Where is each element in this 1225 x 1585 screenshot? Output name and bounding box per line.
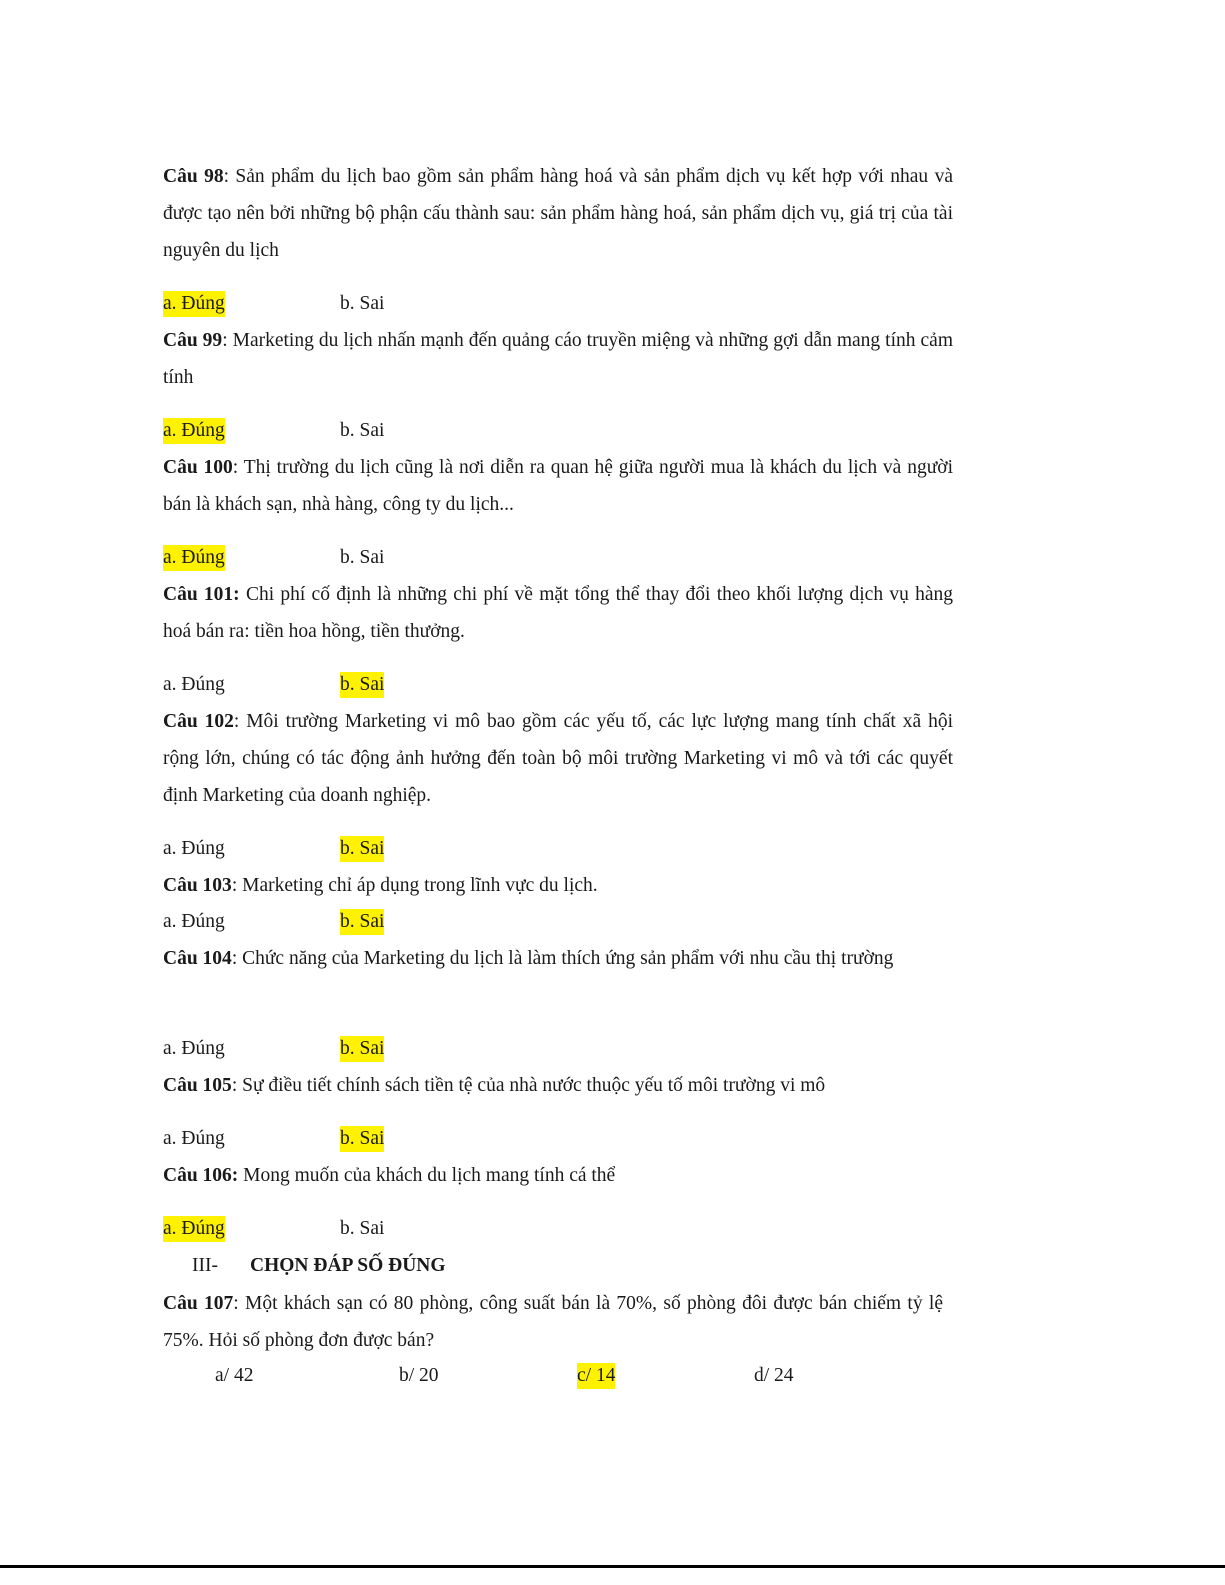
option-b-102: b. Sai [340,836,384,862]
option-b-98: b. Sai [340,293,385,314]
question-103: Câu 103: Marketing chỉ áp dụng trong lĩnh vực du lịch. [163,875,598,896]
question-label: Câu 103 [163,875,232,896]
question-text: Sản phẩm du lịch bao gồm sản phẩm hàng hoá và sản phẩm dịch vụ kết hợp với nhau và được tạo nên bởi những bộ phận cấu thành sau: sản phẩm hàng hoá, sản phẩm dịch vụ, giá trị của tài nguyên du lịch [163,166,953,261]
option-b-101: b. Sai [340,672,384,698]
question-text: Môi trường Marketing vi mô bao gồm các yếu tố, các lực lượng mang tính chất xã hội rộng lớn, chúng có tác động ảnh hưởng đến toàn bộ môi trường Marketing vi mô và tới các quyết định Marketing của doanh nghiệp. [163,711,953,806]
question-label: Câu 104 [163,948,232,969]
option-a-103: a. Đúng [163,911,225,932]
question-106 [163,1157,953,1194]
question-text: Marketing du lịch nhấn mạnh đến quảng cáo truyền miệng và những gợi dẫn mang tính cảm tính [163,330,953,388]
option-b-104: b. Sai [340,1036,384,1062]
question-105: Câu 105: Sự điều tiết chính sách tiền tệ của nhà nước thuộc yếu tố môi trường vi mô [163,1075,826,1096]
question-label: Câu 100 [163,457,233,478]
question-label: Câu 99 [163,330,223,351]
question-text: Thị trường du lịch cũng là nơi diễn ra quan hệ giữa người mua là khách du lịch và người bán là khách sạn, nhà hàng, công ty du lịch... [163,457,953,515]
question-label: Câu 98 [163,166,224,187]
option-a-106: a. Đúng [163,1216,225,1242]
choice-a-107: a/ 42 [215,1365,254,1386]
question-99: Câu 99: Marketing du lịch nhấn mạnh đến quảng cáo truyền miệng và những gợi dẫn mang tính cảm tính [163,330,953,388]
question-text: Chi phí cố định là những chi phí về mặt tổng thể thay đổi theo khối lượng dịch vụ hàng hoá bán ra: tiền hoa hồng, tiền thưởng. [163,584,953,642]
question-label: Câu 102 [163,711,234,732]
option-b-105: b. Sai [340,1126,384,1152]
section-heading [192,1253,446,1279]
question-label: Câu 101: [163,584,240,605]
option-b-100: b. Sai [340,547,385,568]
question-107: Câu 107: Một khách sạn có 80 phòng, công suất bán là 70%, số phòng đôi được bán chiếm tỷ lệ 75%. Hỏi số phòng đơn được bán? [163,1293,943,1351]
question-text: Mong muốn của khách du lịch mang tính cá thể [238,1165,616,1186]
question-label: Câu 107 [163,1293,234,1314]
section-number: III- [192,1255,218,1276]
question-text: Một khách sạn có 80 phòng, công suất bán là 70%, số phòng đôi được bán chiếm tỷ lệ 75%. Hỏi số phòng đơn được bán? [163,1293,943,1351]
question-text: Sự điều tiết chính sách tiền tệ của nhà nước thuộc yếu tố môi trường vi mô [237,1075,826,1096]
choice-d-107: d/ 24 [754,1365,794,1386]
option-a-99: a. Đúng [163,418,225,444]
option-a-101: a. Đúng [163,674,225,695]
choice-c-107: c/ 14 [577,1363,615,1389]
option-b-99: b. Sai [340,420,385,441]
option-a-102: a. Đúng [163,838,225,859]
option-a-105: a. Đúng [163,1128,225,1149]
bottom-border [0,1565,1225,1568]
option-b-103: b. Sai [340,909,384,935]
question-101 [163,576,953,650]
option-b-106: b. Sai [340,1218,385,1239]
option-a-100: a. Đúng [163,545,225,571]
question-label: Câu 106: [163,1165,239,1186]
question-text: Chức năng của Marketing du lịch là làm thích ứng sản phẩm với nhu cầu thị trường [237,948,894,969]
question-98: Câu 98: Sản phẩm du lịch bao gồm sản phẩm hàng hoá và sản phẩm dịch vụ kết hợp với nhau và được tạo nên bởi những bộ phận cấu thành sau: sản phẩm hàng hoá, sản phẩm dịch vụ, giá trị của tài nguyên du lịch [163,166,953,261]
question-104: Câu 104: Chức năng của Marketing du lịch là làm thích ứng sản phẩm với nhu cầu thị trường [163,948,894,969]
option-a-98: a. Đúng [163,291,225,317]
question-100: Câu 100: Thị trường du lịch cũng là nơi diễn ra quan hệ giữa người mua là khách du lịch và người bán là khách sạn, nhà hàng, công ty du lịch... [163,457,953,515]
option-a-104: a. Đúng [163,1038,225,1059]
question-text: Marketing chỉ áp dụng trong lĩnh vực du lịch. [237,875,598,896]
choice-b-107: b/ 20 [399,1365,439,1386]
section-title: CHỌN ĐÁP SỐ ĐÚNG [250,1255,446,1276]
question-102: Câu 102: Môi trường Marketing vi mô bao gồm các yếu tố, các lực lượng mang tính chất xã hội rộng lớn, chúng có tác động ảnh hưởng đến toàn bộ môi trường Marketing vi mô và tới các quyết định Marketing của doanh nghiệp. [163,711,953,806]
question-label: Câu 105 [163,1075,232,1096]
